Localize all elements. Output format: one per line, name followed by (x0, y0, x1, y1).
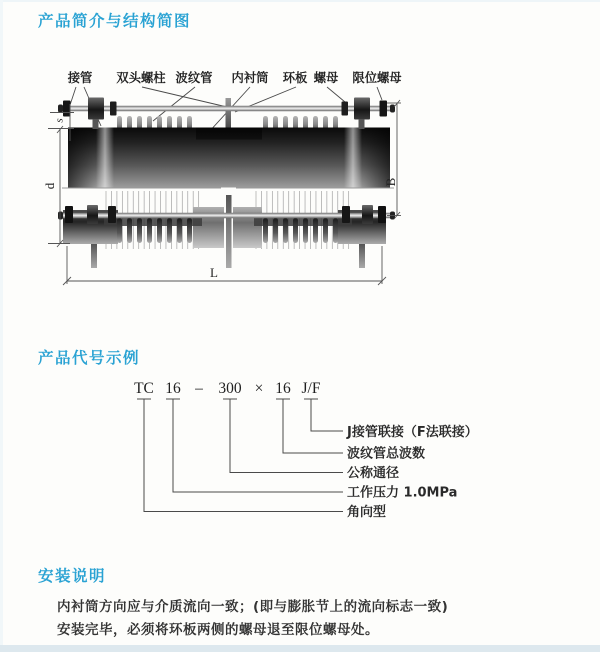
product-code-diagram (0, 370, 600, 535)
code-seg-diameter: 300 (218, 380, 242, 397)
dim-label-s: s (53, 118, 66, 123)
end-pipe-left (68, 128, 98, 188)
page-edge-bottom (0, 645, 600, 652)
callout-angular-type: 角向型 (347, 505, 387, 520)
page-edge-top (0, 0, 600, 2)
section-title-install: 安装说明 (38, 567, 107, 585)
code-seg-waves: 16 (275, 380, 291, 397)
installation-notes (57, 596, 537, 642)
rod-end-cap (390, 105, 395, 113)
code-seg-times: × (254, 380, 264, 397)
code-tree-lines (137, 399, 343, 512)
rod-end-cap (58, 105, 63, 113)
center-stud-bottom (226, 195, 232, 268)
hanging-stud-left (91, 244, 97, 268)
code-seg-connection: J/F (301, 380, 321, 397)
structure-diagram (0, 60, 600, 305)
dimension-l (63, 246, 386, 285)
part-label-stud: 双头螺柱 (116, 71, 166, 85)
part-label-limit-nut: 限位螺母 (352, 71, 402, 85)
part-label-liner: 内衬筒 (231, 71, 269, 85)
weld-band-left (96, 128, 114, 188)
code-seg-pressure: 16 (165, 380, 181, 397)
weld-band-right (344, 128, 362, 188)
part-label-ring-plate: 环板 (282, 71, 308, 85)
top-nuts (63, 98, 387, 130)
dim-label-d: d (42, 182, 57, 190)
callout-wave-count: 波纹管总波数 (347, 446, 426, 462)
hanging-stud-right (359, 244, 365, 268)
callout-nominal-diameter: 公称通径 (347, 466, 400, 481)
section-title-code: 产品代号示例 (38, 349, 141, 367)
callout-working-pressure: 工作压力 1.0MPa (347, 485, 458, 501)
dim-label-b: B (383, 177, 398, 187)
dim-label-l: L (210, 265, 218, 280)
callout-connection: J接管联接（F法联接） (347, 425, 478, 440)
code-seg-type: TC (134, 380, 154, 397)
installation-note-line: 安装完毕，必须将环板两侧的螺母退至限位螺母处。 (57, 622, 379, 638)
part-label-bellows: 波纹管 (175, 71, 213, 85)
part-label-nut: 螺母 (313, 71, 339, 85)
part-label-pipe: 接管 (67, 71, 93, 85)
section-title-intro: 产品简介与结构简图 (38, 12, 192, 30)
code-seg-dash: – (195, 380, 203, 397)
center-stud-top (226, 98, 232, 130)
rod-end-cap (58, 212, 63, 220)
installation-note-line: 内衬筒方向应与介质流向一致；(即与膨胀节上的流向标志一致) (57, 599, 449, 615)
center-collar (196, 128, 262, 140)
